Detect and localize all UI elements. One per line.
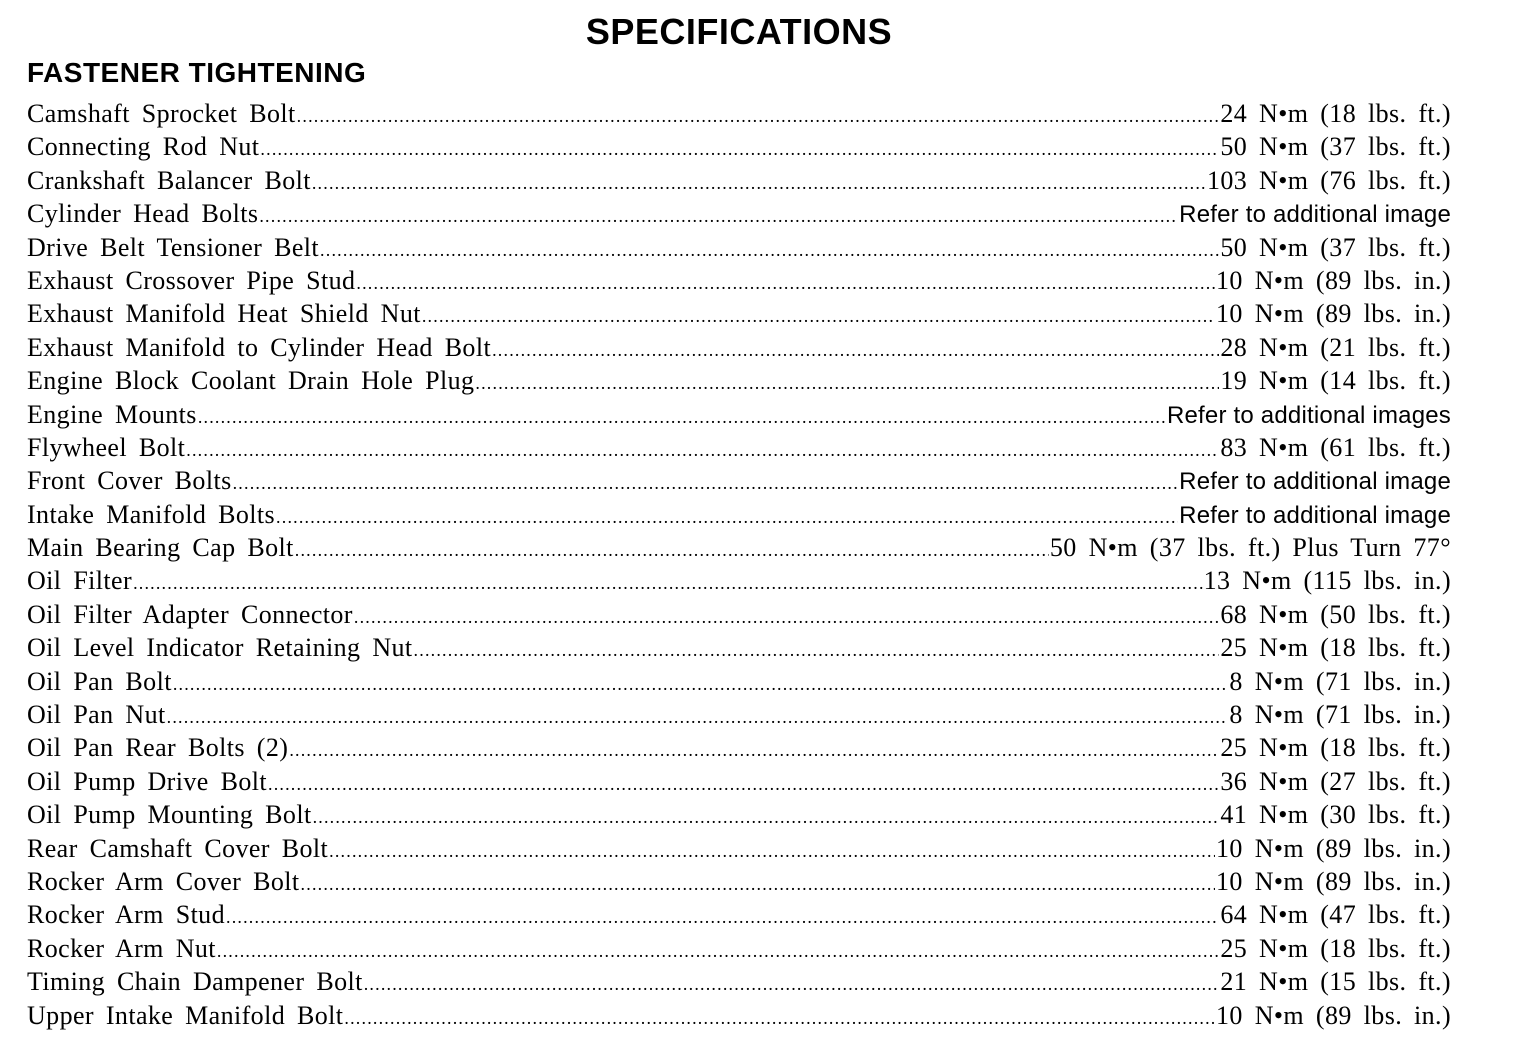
dot-leader [356, 267, 1215, 297]
dot-leader [354, 601, 1219, 631]
dot-leader [422, 300, 1215, 330]
spec-value: 10 N•m (89 lbs. in.) [1216, 833, 1451, 863]
dot-leader [301, 868, 1215, 898]
spec-value: 83 N•m (61 lbs. ft.) [1220, 432, 1451, 462]
spec-label: Oil Pump Mounting Bolt [27, 800, 312, 830]
spec-value: 28 N•m (21 lbs. ft.) [1220, 332, 1451, 362]
spec-label: Engine Block Coolant Drain Hole Plug [27, 366, 475, 396]
spec-label: Oil Pan Nut [27, 700, 166, 730]
spec-label: Oil Pan Rear Bolts (2) [27, 733, 289, 763]
dot-leader [344, 1002, 1215, 1032]
spec-value: 50 N•m (37 lbs. ft.) [1220, 132, 1451, 162]
spec-row [27, 164, 1451, 197]
spec-value: 68 N•m (50 lbs. ft.) [1220, 599, 1451, 629]
spec-value: 13 N•m (115 lbs. in.) [1203, 566, 1451, 596]
spec-value: 64 N•m (47 lbs. ft.) [1220, 900, 1451, 930]
spec-label: Exhaust Manifold to Cylinder Head Bolt [27, 332, 492, 362]
spec-value: 25 N•m (18 lbs. ft.) [1220, 933, 1451, 963]
dot-leader [167, 701, 1229, 731]
spec-label: Main Bearing Cap Bolt [27, 533, 294, 563]
dot-leader [260, 133, 1219, 163]
dot-leader [173, 668, 1229, 698]
spec-value: 25 N•m (18 lbs. ft.) [1220, 633, 1451, 663]
spec-row [27, 598, 1451, 631]
spec-row [27, 698, 1451, 731]
spec-value: 10 N•m (89 lbs. in.) [1216, 299, 1451, 329]
spec-label: Oil Level Indicator Retaining Nut [27, 633, 413, 663]
spec-row [27, 564, 1451, 597]
spec-label: Oil Filter [27, 566, 133, 596]
spec-row [27, 398, 1451, 431]
spec-value: 24 N•m (18 lbs. ft.) [1220, 99, 1451, 128]
dot-leader [268, 768, 1219, 798]
dot-leader [364, 968, 1220, 998]
spec-row [27, 765, 1451, 798]
spec-row [27, 865, 1451, 898]
dot-leader [414, 634, 1220, 664]
dot-leader [475, 367, 1219, 397]
spec-label: Oil Filter Adapter Connector [27, 599, 353, 629]
spec-value: 8 N•m (71 lbs. in.) [1229, 700, 1451, 730]
spec-row [27, 832, 1451, 865]
dot-leader [198, 401, 1166, 431]
spec-row [27, 798, 1451, 831]
spec-row [27, 999, 1451, 1032]
dot-leader [226, 901, 1219, 931]
page-title: SPECIFICATIONS [585, 11, 893, 52]
dot-leader [295, 534, 1049, 564]
spec-row [27, 431, 1451, 464]
spec-label: Drive Belt Tensioner Belt [27, 232, 320, 262]
dot-leader [217, 935, 1219, 965]
spec-label: Rocker Arm Stud [27, 900, 225, 930]
dot-leader [313, 801, 1220, 831]
spec-label: Cylinder Head Bolts [27, 199, 259, 229]
spec-value: Refer to additional image [1179, 201, 1451, 229]
spec-label: Camshaft Sprocket Bolt [27, 99, 296, 128]
section-heading: FASTENER TIGHTENING [27, 57, 367, 88]
spec-value: 25 N•m (18 lbs. ft.) [1220, 733, 1451, 763]
spec-row [27, 531, 1451, 564]
spec-value: 19 N•m (14 lbs. ft.) [1220, 366, 1451, 396]
spec-row [27, 197, 1451, 230]
dot-leader [289, 734, 1219, 764]
dot-leader [320, 234, 1219, 264]
spec-label: Exhaust Crossover Pipe Stud [27, 265, 356, 295]
spec-row [27, 97, 1451, 130]
spec-value: 50 N•m (37 lbs. ft.) [1220, 232, 1451, 262]
spec-value: Refer to additional image [1179, 468, 1451, 496]
dot-leader [233, 467, 1179, 497]
dot-leader [329, 835, 1215, 865]
spec-value: Refer to additional images [1166, 401, 1451, 429]
spec-row [27, 231, 1451, 264]
dot-leader [297, 100, 1220, 130]
spec-row [27, 932, 1451, 965]
dot-leader [312, 167, 1206, 197]
spec-value: Refer to additional image [1179, 501, 1451, 529]
spec-label: Exhaust Manifold Heat Shield Nut [27, 299, 421, 329]
spec-row [27, 464, 1451, 497]
spec-label: Front Cover Bolts [27, 466, 232, 496]
spec-value: 50 N•m (37 lbs. ft.) Plus Turn 77° [1049, 533, 1451, 563]
spec-label: Oil Pan Bolt [27, 666, 172, 696]
spec-value: 21 N•m (15 lbs. ft.) [1220, 967, 1451, 997]
spec-row [27, 264, 1451, 297]
spec-row [27, 965, 1451, 998]
spec-value: 10 N•m (89 lbs. in.) [1216, 265, 1451, 295]
spec-row [27, 665, 1451, 698]
spec-row [27, 731, 1451, 764]
spec-label: Rocker Arm Nut [27, 933, 216, 963]
spec-row [27, 297, 1451, 330]
fastener-spec-list [27, 97, 1451, 1032]
spec-label: Engine Mounts [27, 399, 197, 429]
spec-value: 8 N•m (71 lbs. in.) [1229, 666, 1451, 696]
dot-leader [492, 334, 1219, 364]
spec-row [27, 130, 1451, 163]
spec-row [27, 631, 1451, 664]
spec-row [27, 898, 1451, 931]
spec-value: 10 N•m (89 lbs. in.) [1216, 866, 1451, 896]
spec-label: Intake Manifold Bolts [27, 499, 276, 529]
spec-row [27, 498, 1451, 531]
spec-label: Crankshaft Balancer Bolt [27, 165, 311, 195]
spec-label: Connecting Rod Nut [27, 132, 260, 162]
spec-label: Timing Chain Dampener Bolt [27, 967, 363, 997]
dot-leader [186, 434, 1219, 464]
dot-leader [276, 501, 1178, 531]
spec-label: Upper Intake Manifold Bolt [27, 1000, 344, 1030]
dot-leader [259, 200, 1178, 230]
spec-label: Oil Pump Drive Bolt [27, 766, 267, 796]
spec-value: 10 N•m (89 lbs. in.) [1216, 1000, 1451, 1030]
spec-value: 103 N•m (76 lbs. ft.) [1206, 165, 1451, 195]
spec-row [27, 364, 1451, 397]
spec-label: Rear Camshaft Cover Bolt [27, 833, 329, 863]
spec-label: Rocker Arm Cover Bolt [27, 866, 300, 896]
spec-value: 41 N•m (30 lbs. ft.) [1220, 800, 1451, 830]
spec-row [27, 331, 1451, 364]
spec-value: 36 N•m (27 lbs. ft.) [1220, 766, 1451, 796]
spec-label: Flywheel Bolt [27, 432, 186, 462]
dot-leader [133, 567, 1203, 597]
